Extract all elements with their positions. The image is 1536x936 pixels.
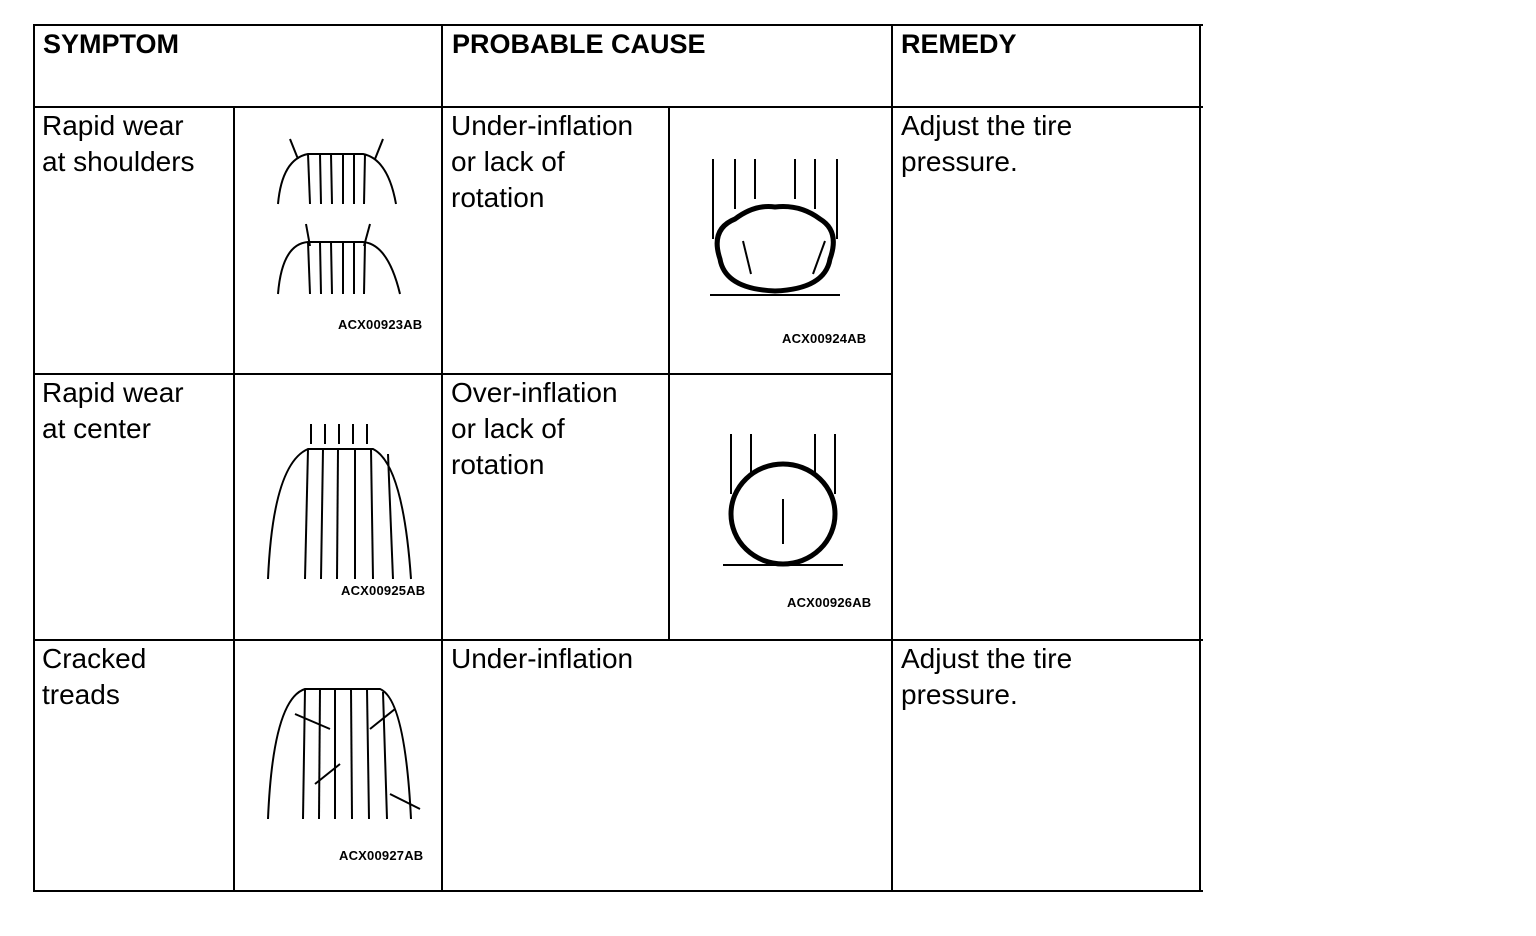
table-border-right xyxy=(1199,24,1201,892)
row2-cause: Over-inflation or lack of rotation xyxy=(451,377,618,480)
row3-symptom: Cracked treads xyxy=(42,643,147,710)
overinflated-tire-figure xyxy=(723,434,843,574)
row1-symptom: Rapid wear at shoulders xyxy=(42,110,195,177)
remedy-rows-1-2: Adjust the tire pressure. xyxy=(901,110,1073,177)
table-border-left xyxy=(33,24,35,892)
tire-cross-section-icon xyxy=(723,434,843,569)
table-border-bottom xyxy=(33,890,1203,892)
row1-cause: Under-inflation or lack of rotation xyxy=(451,110,634,213)
underinflated-tire-figure xyxy=(705,159,845,304)
cause-col-divider xyxy=(441,24,443,892)
tire-tread-icon xyxy=(265,684,415,824)
row3-remedy: Adjust the tire pressure. xyxy=(901,643,1073,710)
header-cause: PROBABLE CAUSE xyxy=(452,29,706,59)
row3-cause: Under-inflation xyxy=(451,643,634,674)
fig-code-acx00927: ACX00927AB xyxy=(339,848,424,863)
cause-fig-divider xyxy=(668,106,670,641)
remedy-col-divider xyxy=(891,24,893,892)
fig-code-acx00924: ACX00924AB xyxy=(782,331,867,346)
header-symptom: SYMPTOM xyxy=(43,29,180,59)
diagnosis-table xyxy=(33,24,1203,892)
fig-code-acx00925: ACX00925AB xyxy=(341,583,426,598)
row2-symptom: Rapid wear at center xyxy=(42,377,184,444)
header-remedy: REMEDY xyxy=(901,29,1017,59)
tire-cross-section-icon xyxy=(705,159,845,299)
fig-code-acx00923: ACX00923AB xyxy=(338,317,423,332)
tire-center-wear-figure xyxy=(263,404,413,589)
tire-tread-icon xyxy=(268,134,408,314)
symptom-fig-divider xyxy=(233,106,235,892)
fig-code-acx00926: ACX00926AB xyxy=(787,595,872,610)
tire-shoulder-wear-figure xyxy=(268,134,408,319)
tire-tread-icon xyxy=(263,404,413,584)
tire-cracked-tread-figure xyxy=(265,684,415,829)
